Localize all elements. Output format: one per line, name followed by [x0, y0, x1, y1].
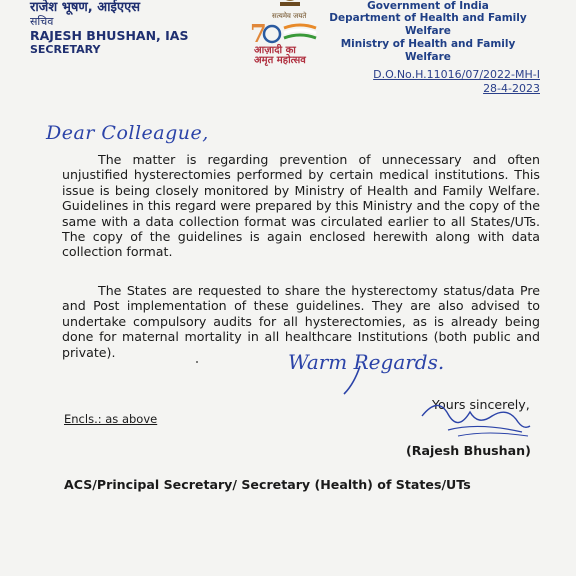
sender-name-hindi: राजेश भूषण, आईएएस — [30, 0, 141, 15]
handwritten-regards: Warm Regards. — [288, 350, 445, 374]
enclosure-note: Encls.: as above — [64, 412, 158, 426]
department-line: Department of Health and Family Welfare — [329, 12, 527, 37]
signature-icon — [418, 386, 538, 442]
sender-title-hindi: सचिव — [30, 15, 54, 28]
paragraph-2 — [62, 283, 540, 360]
government-line: Government of India — [367, 0, 489, 12]
reference-number: D.O.No.H.11016/07/2022-MH-I — [373, 68, 540, 81]
regards-flourish-icon — [340, 364, 370, 398]
ink-dot — [196, 361, 198, 363]
sender-block — [30, 0, 260, 56]
addressee-line: ACS/Principal Secretary/ Secretary (Health) of States/UTs — [64, 477, 471, 492]
emblem-motto: सत्यमेव जयते — [272, 12, 307, 20]
handwritten-salutation: Dear Colleague, — [46, 122, 209, 144]
azadi-logo-text — [254, 46, 306, 66]
closing-line: Yours sincerely, — [432, 397, 530, 412]
paragraph-2-text: The States are requested to share the hysterectomy status/data Pre and Post implementation of these guidelines. They are also advised to undertake compulsory audits for all hysterectomies, as is already being done for maternal mortality in all healthcare Institutions (both public and private). — [62, 283, 540, 360]
paragraph-1-text: The matter is regarding prevention of unnecessary and often unjustified hysterectomies performed by certain medical institutions. This issue is being closely monitored by Ministry of Health and Family Welfare. Guidelines in this regard were prepared by this Ministry and the copy of the same with a data collection format was circulated earlier to all States/UTs. The copy of the guidelines is again enclosed herewith along with data collection format. — [62, 152, 540, 260]
azadi-line-1: आज़ादी का — [254, 45, 296, 56]
ministry-block — [304, 0, 540, 96]
azadi-line-2: अमृत महोत्सव — [254, 55, 306, 66]
sender-name: RAJESH BHUSHAN, IAS — [30, 28, 189, 43]
signatory-name: (Rajesh Bhushan) — [406, 443, 531, 458]
ministry-line: Ministry of Health and Family Welfare — [340, 38, 516, 63]
svg-text:7: 7 — [250, 20, 267, 46]
sender-title: SECRETARY — [30, 43, 101, 56]
letter-date: 28-4-2023 — [483, 82, 540, 95]
paragraph-1 — [62, 152, 540, 260]
